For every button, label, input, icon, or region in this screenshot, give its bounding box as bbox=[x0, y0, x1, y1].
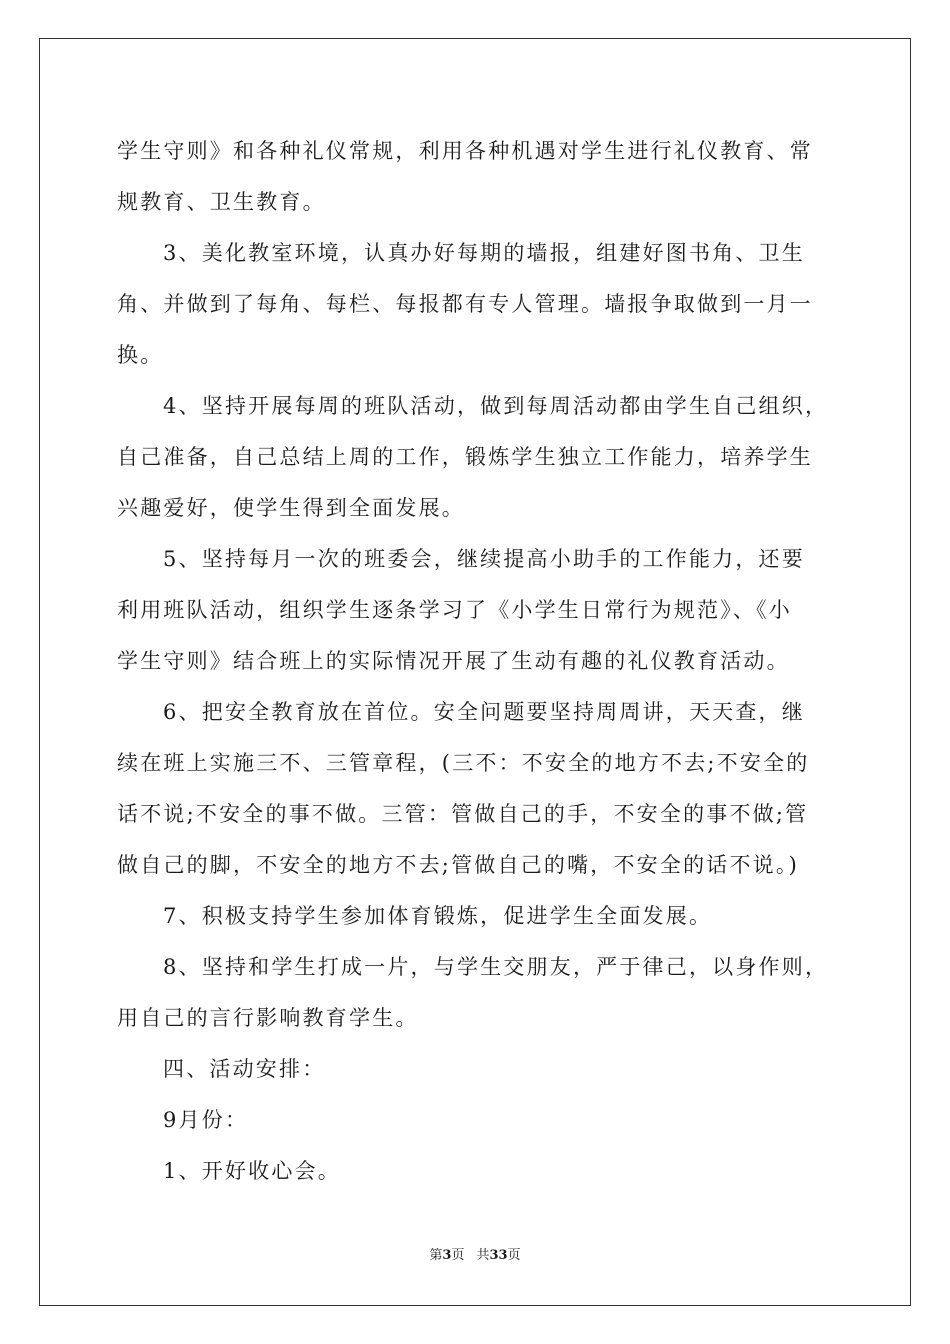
text-line: 利用班队活动，组织学生逐条学习了《小学生日常行为规范》、《小 bbox=[117, 598, 792, 622]
text-line: 学生守则》和各种礼仪常规，利用各种机遇对学生进行礼仪教育、常 bbox=[117, 139, 813, 163]
total-pages: 33 bbox=[489, 1248, 508, 1263]
list-item: 1、开好收心会。 bbox=[163, 1159, 341, 1183]
text-line: 用自己的言行影响教育学生。 bbox=[117, 1006, 419, 1030]
text-line: 续在班上实施三不、三管章程，(三不：不安全的地方不去;不安全的 bbox=[117, 751, 810, 775]
paragraph-7-line: 7、积极支持学生参加体育锻炼，促进学生全面发展。 bbox=[163, 904, 713, 928]
page-prefix: 第 bbox=[429, 1248, 443, 1263]
text-line: 自己准备，自己总结上周的工作，锻炼学生独立工作能力，培养学生 bbox=[117, 445, 813, 469]
text-line: 规教育、卫生教育。 bbox=[117, 190, 326, 214]
text-line: 角、并做到了每角、每栏、每报都有专人管理。墙报争取做到一月一 bbox=[117, 292, 813, 316]
text-line: 兴趣爱好，使学生得到全面发展。 bbox=[117, 496, 465, 520]
text-line: 学生守则》结合班上的实际情况开展了生动有趣的礼仪教育活动。 bbox=[117, 649, 790, 673]
text-line: 话不说;不安全的事不做。三管：管做自己的手，不安全的事不做;管 bbox=[117, 802, 809, 826]
page-number: 3 bbox=[442, 1248, 452, 1263]
page-footer bbox=[0, 1246, 950, 1266]
paragraph-6-line: 6、把安全教育放在首位。安全问题要坚持周周讲，天天查，继 bbox=[163, 700, 805, 724]
document-body bbox=[117, 126, 837, 1197]
month-heading: 9月份： bbox=[163, 1108, 249, 1132]
paragraph-5-line: 5、坚持每月一次的班委会，继续提高小助手的工作能力，还要 bbox=[163, 547, 805, 571]
paragraph-4-line: 4、坚持开展每周的班队活动，做到每周活动都由学生自己组织， bbox=[163, 394, 829, 418]
text-line: 换。 bbox=[117, 343, 164, 367]
paragraph-8-line: 8、坚持和学生打成一片，与学生交朋友，严于律己，以身作则， bbox=[163, 955, 829, 979]
paragraph-3-line: 3、美化教室环境，认真办好每期的墙报，组建好图书角、卫生 bbox=[163, 241, 805, 265]
page-suffix: 页 bbox=[451, 1248, 465, 1263]
total-suffix: 页 bbox=[507, 1248, 521, 1263]
total-prefix: 共 bbox=[476, 1248, 490, 1263]
section-heading: 四、活动安排： bbox=[163, 1057, 326, 1081]
text-line: 做自己的脚，不安全的地方不去;管做自己的嘴，不安全的话不说。) bbox=[117, 853, 799, 877]
